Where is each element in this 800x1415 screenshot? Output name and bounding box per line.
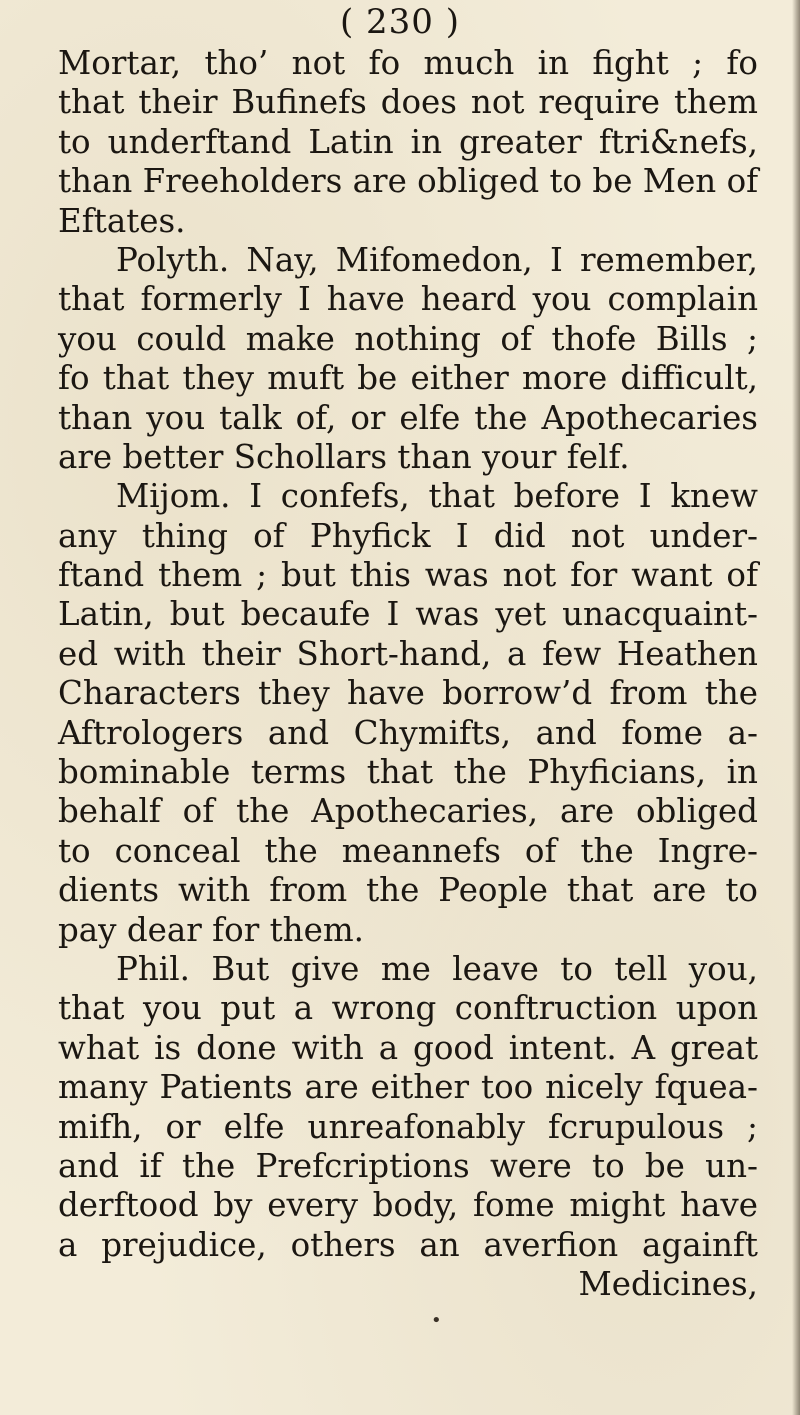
text-line-31: a prejudice, others an averfion againft xyxy=(58,1225,758,1264)
text-line-17: Characters they have borrow’d from the xyxy=(58,674,758,713)
text-line-13: any thing of Phyfick I did not under- xyxy=(58,516,758,555)
text-line-11: are better Schollars than your felf. xyxy=(58,437,630,476)
text-line-12-speaker-mijom: Mijom. I confefs, that before I knew xyxy=(116,477,758,516)
text-line-15: Latin, but becaufe I was yet unacquaint- xyxy=(58,595,758,634)
text-line-19: bominable terms that the Phyficians, in xyxy=(58,753,758,792)
text-line-7: that formerly I have heard you complain xyxy=(58,280,758,319)
text-line-10: than you talk of, or elfe the Apothecaries xyxy=(58,398,758,437)
body-text xyxy=(58,44,758,1305)
text-line-9: fo that they muft be either more difficult, xyxy=(58,359,758,398)
text-line-3: to underftand Latin in greater ftri&nefs, xyxy=(58,122,758,161)
text-line-20: behalf of the Apothecaries, are obliged xyxy=(58,792,758,831)
text-line-25: that you put a wrong conftruction upon xyxy=(58,989,758,1028)
text-line-21: to conceal the meannefs of the Ingre- xyxy=(58,831,758,870)
page-edge-shadow xyxy=(792,0,800,1415)
text-line-29: and if the Prefcriptions were to be un- xyxy=(58,1146,758,1185)
text-line-26: what is done with a good intent. A great xyxy=(58,1028,758,1067)
catchword: Medicines, xyxy=(578,1265,758,1304)
text-line-27: many Patients are either too nicely fquea- xyxy=(58,1068,758,1107)
text-line-16: ed with their Short-hand, a few Heathen xyxy=(58,634,758,673)
text-line-5: Eftates. xyxy=(58,201,186,240)
text-line-22: dients with from the People that are to xyxy=(58,871,758,910)
text-line-6-speaker-polyth: Polyth. Nay, Mifomedon, I remember, xyxy=(116,240,758,279)
page-number-header: ( 230 ) xyxy=(339,2,461,42)
text-line-1: Mortar, tho’ not fo much in fight ; fo xyxy=(58,44,758,82)
text-line-14: ftand them ; but this was not for want of xyxy=(58,556,758,595)
text-line-8: you could make nothing of thofe Bills ; xyxy=(58,319,758,358)
text-line-30: derftood by every body, fome might have xyxy=(58,1186,758,1225)
text-line-2: that their Bufinefs does not require them xyxy=(58,83,758,122)
text-line-28: mifh, or elfe unreafonably fcrupulous ; xyxy=(58,1107,758,1146)
footer-dot-mark: • xyxy=(431,1310,442,1331)
text-line-24-speaker-phil: Phil. But give me leave to tell you, xyxy=(116,949,758,988)
text-line-18: Aftrologers and Chymifts, and fome a- xyxy=(58,713,758,752)
text-line-4: than Freeholders are obliged to be Men of xyxy=(58,162,759,201)
text-line-23: pay dear for them. xyxy=(58,910,364,949)
